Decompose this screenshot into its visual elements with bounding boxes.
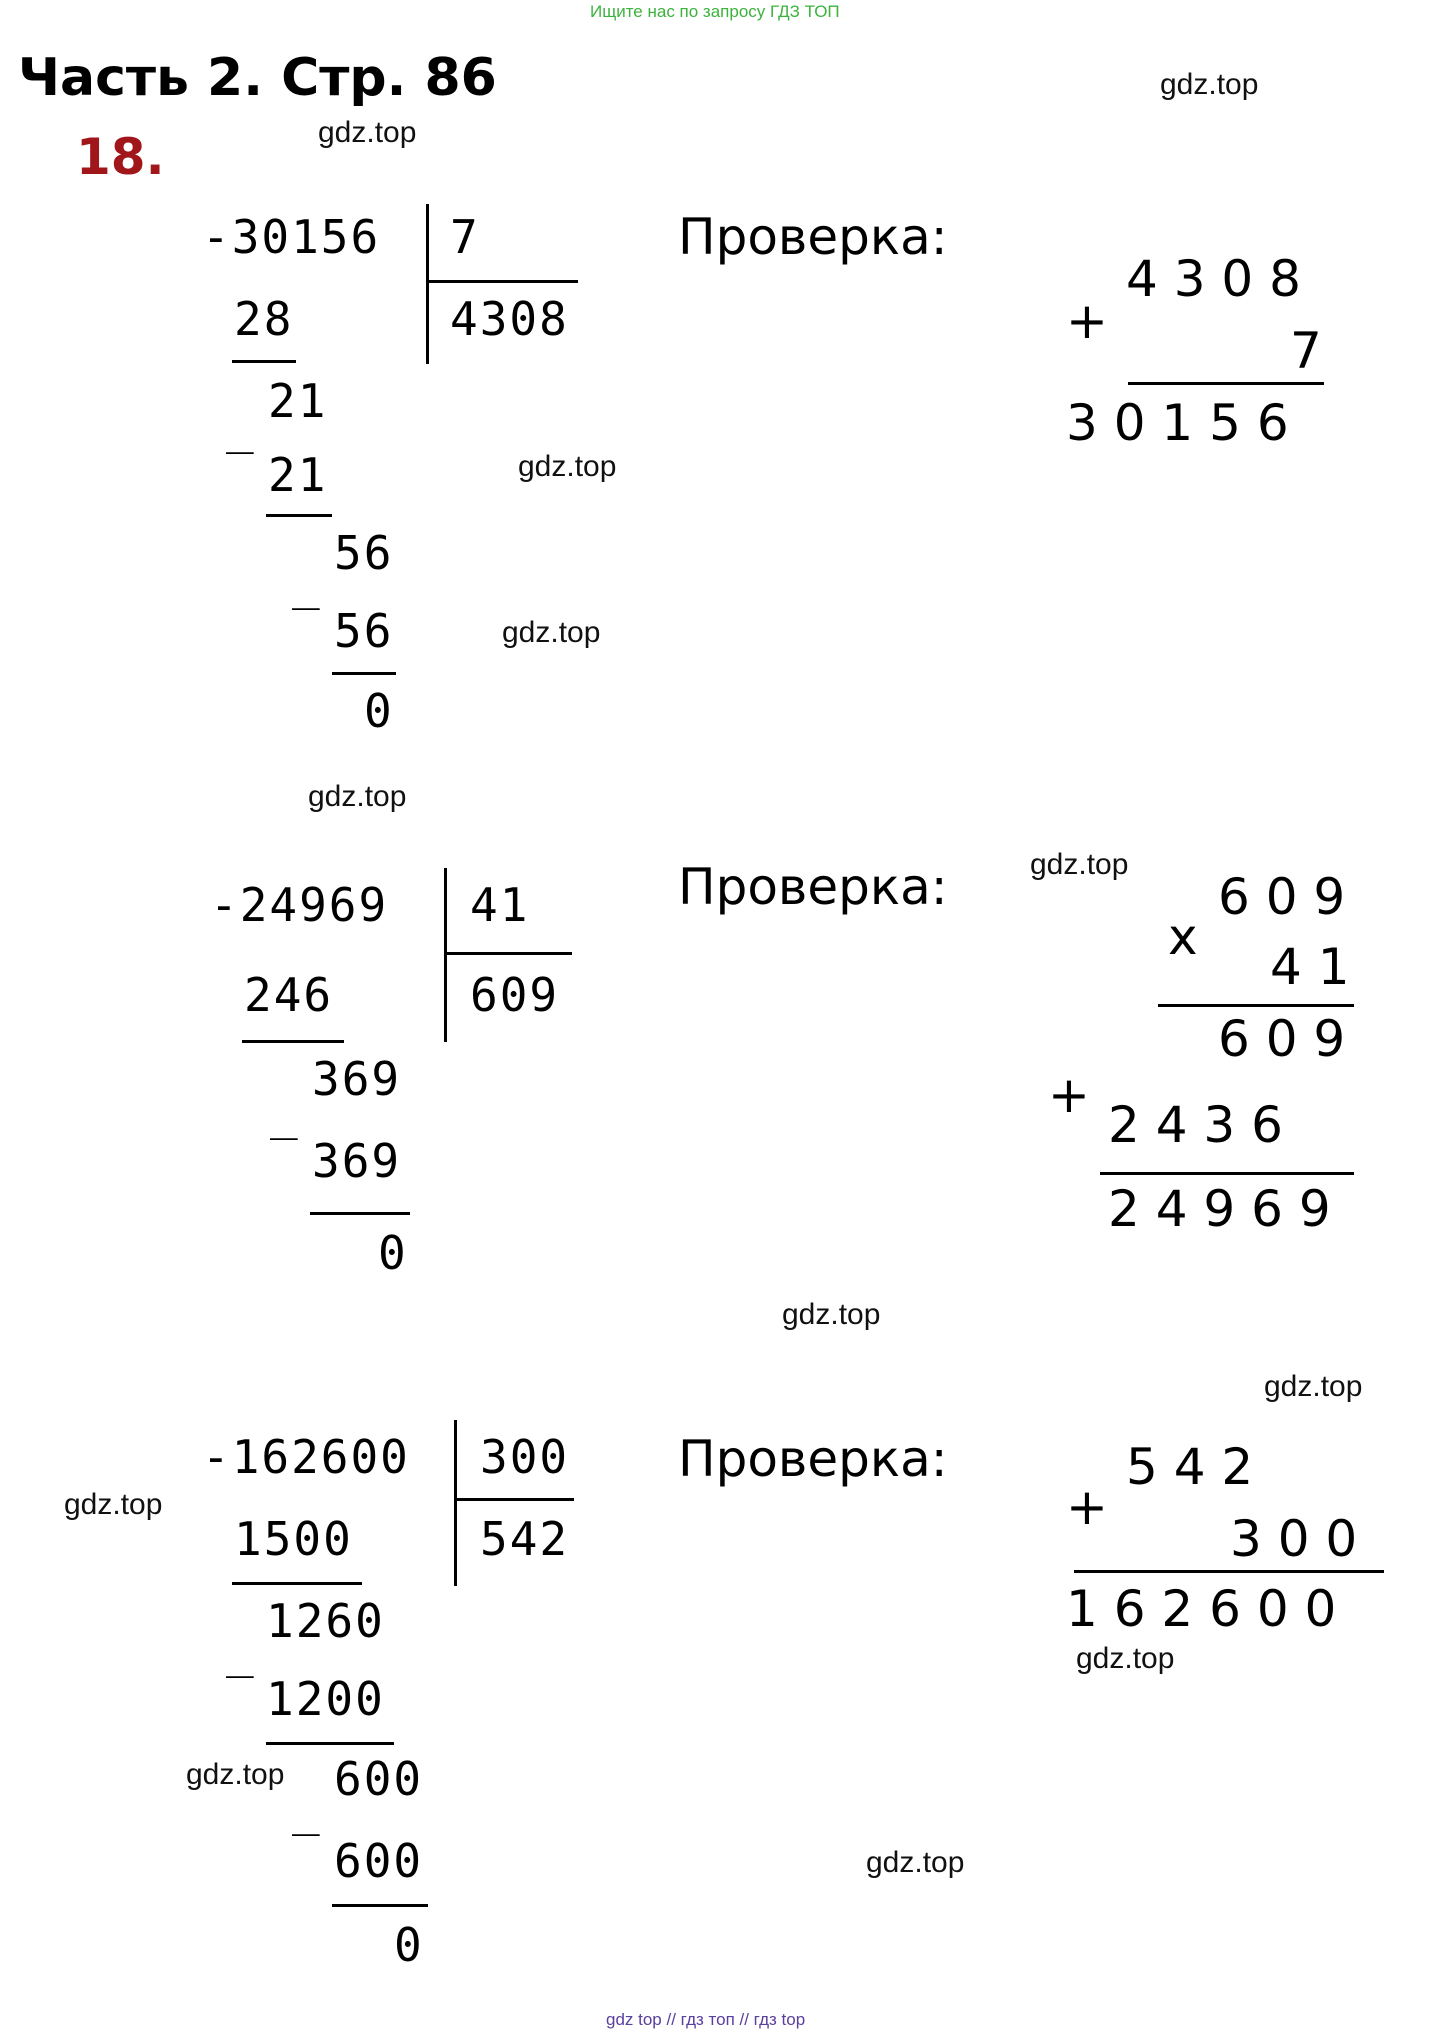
plus-sign: + — [1048, 1066, 1090, 1124]
remainder: 0 — [394, 1918, 424, 1972]
watermark: gdz.top — [782, 1298, 881, 1331]
result: 3 0 1 5 6 — [1066, 394, 1289, 452]
division-bar — [444, 868, 447, 1042]
result: 2 4 9 6 9 — [1108, 1180, 1331, 1238]
dividend: -162600 — [202, 1430, 410, 1484]
division-bar — [426, 204, 429, 364]
step-line — [232, 360, 296, 363]
minus-sign: _ — [270, 1086, 300, 1140]
addend-b: 7 — [1290, 322, 1322, 380]
plus-sign: + — [1066, 1478, 1108, 1536]
step: 1500 — [234, 1512, 353, 1566]
partial-product: 6 0 9 — [1218, 1010, 1346, 1068]
minus-sign: _ — [226, 1624, 256, 1678]
minus-sign: _ — [226, 400, 256, 454]
factor-b: 4 1 — [1270, 938, 1350, 996]
sum-line — [1128, 382, 1324, 385]
dividend: -24969 — [210, 878, 389, 932]
minus-sign: _ — [292, 1782, 322, 1836]
step-line — [232, 1582, 362, 1585]
page-title: Часть 2. Стр. 86 — [18, 48, 497, 108]
product-line — [1158, 1004, 1354, 1007]
partial-product: 2 4 3 6 — [1108, 1096, 1283, 1154]
addend-a: 4 3 0 8 — [1126, 250, 1301, 308]
check-label: Проверка: — [678, 858, 948, 916]
step-line — [242, 1040, 344, 1043]
division-bar — [454, 1420, 457, 1586]
bottom-note: gdz top // гдз топ // гдз top — [606, 2010, 806, 2029]
task-number: 18. — [76, 128, 165, 186]
top-note: Ищите нас по запросу ГДЗ ТОП — [590, 2, 840, 21]
result: 1 6 2 6 0 0 — [1066, 1580, 1337, 1638]
step-line — [266, 514, 332, 517]
watermark: gdz.top — [502, 616, 601, 649]
remainder: 0 — [378, 1226, 408, 1280]
watermark: gdz.top — [308, 780, 407, 813]
dividend: -30156 — [202, 210, 381, 264]
step-line — [332, 1904, 428, 1907]
step: 56 — [334, 604, 394, 658]
step: 56 — [334, 526, 394, 580]
step: 600 — [334, 1834, 424, 1888]
watermark: gdz.top — [64, 1488, 163, 1521]
quotient-line — [428, 280, 578, 283]
watermark: gdz.top — [1030, 848, 1129, 881]
addend-b: 3 0 0 — [1230, 1510, 1358, 1568]
divisor: 41 — [470, 878, 530, 932]
step: 1260 — [266, 1594, 385, 1648]
step-line — [266, 1742, 394, 1745]
step-line — [310, 1212, 410, 1215]
step: 369 — [312, 1052, 402, 1106]
step: 21 — [268, 448, 328, 502]
quotient: 4308 — [450, 292, 569, 346]
step: 246 — [244, 968, 334, 1022]
plus-sign: + — [1066, 292, 1108, 350]
step: 1200 — [266, 1672, 385, 1726]
quotient-line — [446, 952, 572, 955]
watermark: gdz.top — [186, 1758, 285, 1791]
factor-a: 6 0 9 — [1218, 868, 1346, 926]
quotient: 609 — [470, 968, 560, 1022]
sum-line — [1100, 1172, 1354, 1175]
watermark: gdz.top — [1160, 68, 1259, 101]
times-sign: x — [1168, 908, 1198, 966]
watermark: gdz.top — [1076, 1642, 1175, 1675]
quotient: 542 — [480, 1512, 570, 1566]
addend-a: 5 4 2 — [1126, 1438, 1254, 1496]
watermark: gdz.top — [318, 116, 417, 149]
sum-line — [1074, 1570, 1384, 1573]
step-line — [332, 672, 396, 675]
step: 28 — [234, 292, 294, 346]
divisor: 300 — [480, 1430, 570, 1484]
step: 21 — [268, 374, 328, 428]
check-label: Проверка: — [678, 1430, 948, 1488]
step: 600 — [334, 1752, 424, 1806]
divisor: 7 — [450, 210, 480, 264]
watermark: gdz.top — [866, 1846, 965, 1879]
watermark: gdz.top — [518, 450, 617, 483]
watermark: gdz.top — [1264, 1370, 1363, 1403]
quotient-line — [456, 1498, 574, 1501]
step: 369 — [312, 1134, 402, 1188]
check-label: Проверка: — [678, 208, 948, 266]
remainder: 0 — [364, 684, 394, 738]
minus-sign: _ — [292, 556, 322, 610]
